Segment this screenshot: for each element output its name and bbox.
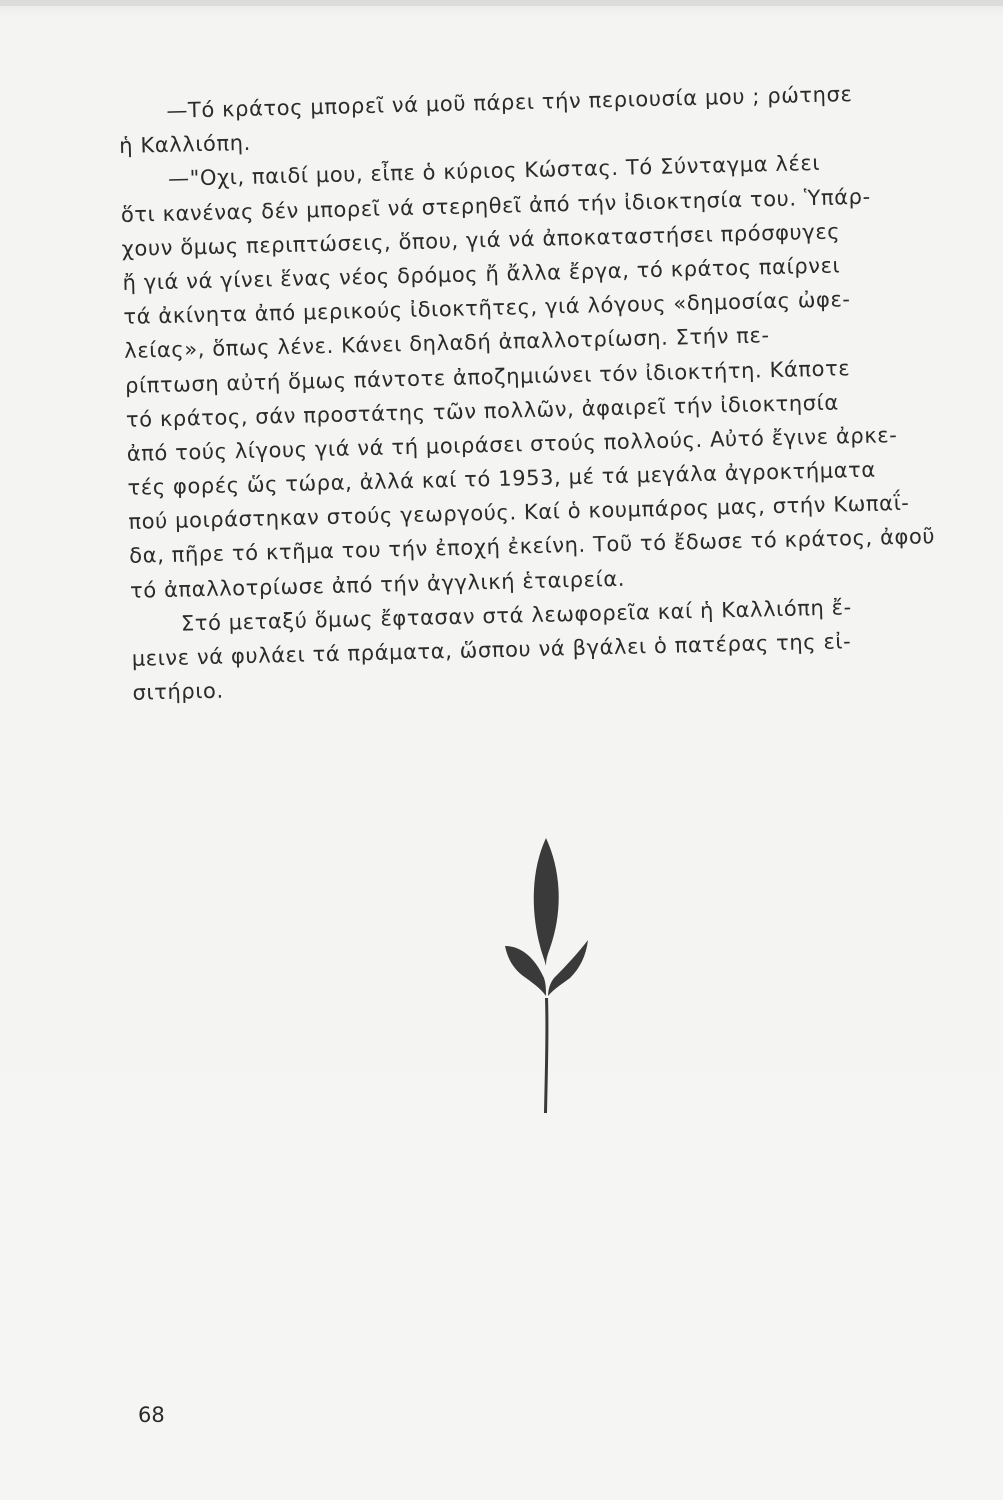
text-line: τό ἀπαλλοτρίωσε ἀπό τήν ἀγγλική ἑταιρεία. xyxy=(129,566,626,603)
text-line: τά ἀκίνητα ἀπό μερικούς ἰδιοκτῆτες, γιά λόγους «δημοσίας ὠφε- xyxy=(123,287,851,330)
text-line: τές φορές ὥς τώρα, ἀλλά καί τό 1953, μέ τά μεγάλα ἀγροκτήματα xyxy=(127,457,877,500)
page-number: 68 xyxy=(138,1403,165,1427)
text-line: —Τό κράτος μπορεῖ νά μοῦ πάρει τήν περιουσία μου ; ρώτησε xyxy=(166,82,853,123)
text-line: ρίπτωση αὐτή ὅμως πάντοτε ἀποζημιώνει τόν ἰδιοκτήτη. Κάποτε xyxy=(124,355,851,398)
body-text xyxy=(118,75,963,710)
text-line: ἡ Καλλιόπη. xyxy=(118,130,252,159)
leaf-ornament-icon xyxy=(500,828,590,1118)
page-top-edge xyxy=(0,0,1003,6)
text-line: χουν ὅμως περιπτώσεις, ὅπου, γιά νά ἀποκαταστήσει πρόσφυγες xyxy=(121,219,841,261)
text-line: ἤ γιά νά γίνει ἕνας νέος δρόμος ἤ ἄλλα ἔργα, τό κράτος παίρνει xyxy=(122,253,841,295)
text-line: ὅτι κανένας δέν μπορεῖ νά στερηθεῖ ἀπό τήν ἰδιοκτησία του. Ὑπάρ- xyxy=(120,184,872,227)
text-line: σιτήριο. xyxy=(132,678,225,706)
text-line: —"Οχι, παιδί μου, εἶπε ὁ κύριος Κώστας. Τό Σύνταγμα λέει xyxy=(167,151,821,192)
text-line: τό κράτος, σάν προστάτης τῶν πολλῶν, ἀφαιρεῖ τήν ἰδιοκτησία xyxy=(125,390,840,432)
text-line: δα, πῆρε τό κτῆμα του τήν ἐποχή ἐκείνη. Τοῦ τό ἔδωσε τό κράτος, ἀφοῦ xyxy=(128,524,936,569)
text-line: μεινε νά φυλάει τά πράματα, ὥσπου νά βγάλει ὁ πατέρας της εἰ- xyxy=(131,629,852,671)
text-line: Στό μεταξύ ὅμως ἔφτασαν στά λεωφορεῖα καί ἡ Καλλιόπη ἔ- xyxy=(180,595,853,636)
text-line: λείας», ὅπως λένε. Κάνει δηλαδή ἀπαλλοτρίωση. Στήν πε- xyxy=(123,323,770,364)
text-line: πού μοιράστηκαν στούς γεωργούς. Καί ὁ κουμπάρος μας, στήν Κωπαΐ- xyxy=(128,491,910,535)
text-line: ἀπό τούς λίγους γιά νά τή μοιράσει στούς πολλούς. Αὐτό ἔγινε ἀρκε- xyxy=(126,422,898,466)
